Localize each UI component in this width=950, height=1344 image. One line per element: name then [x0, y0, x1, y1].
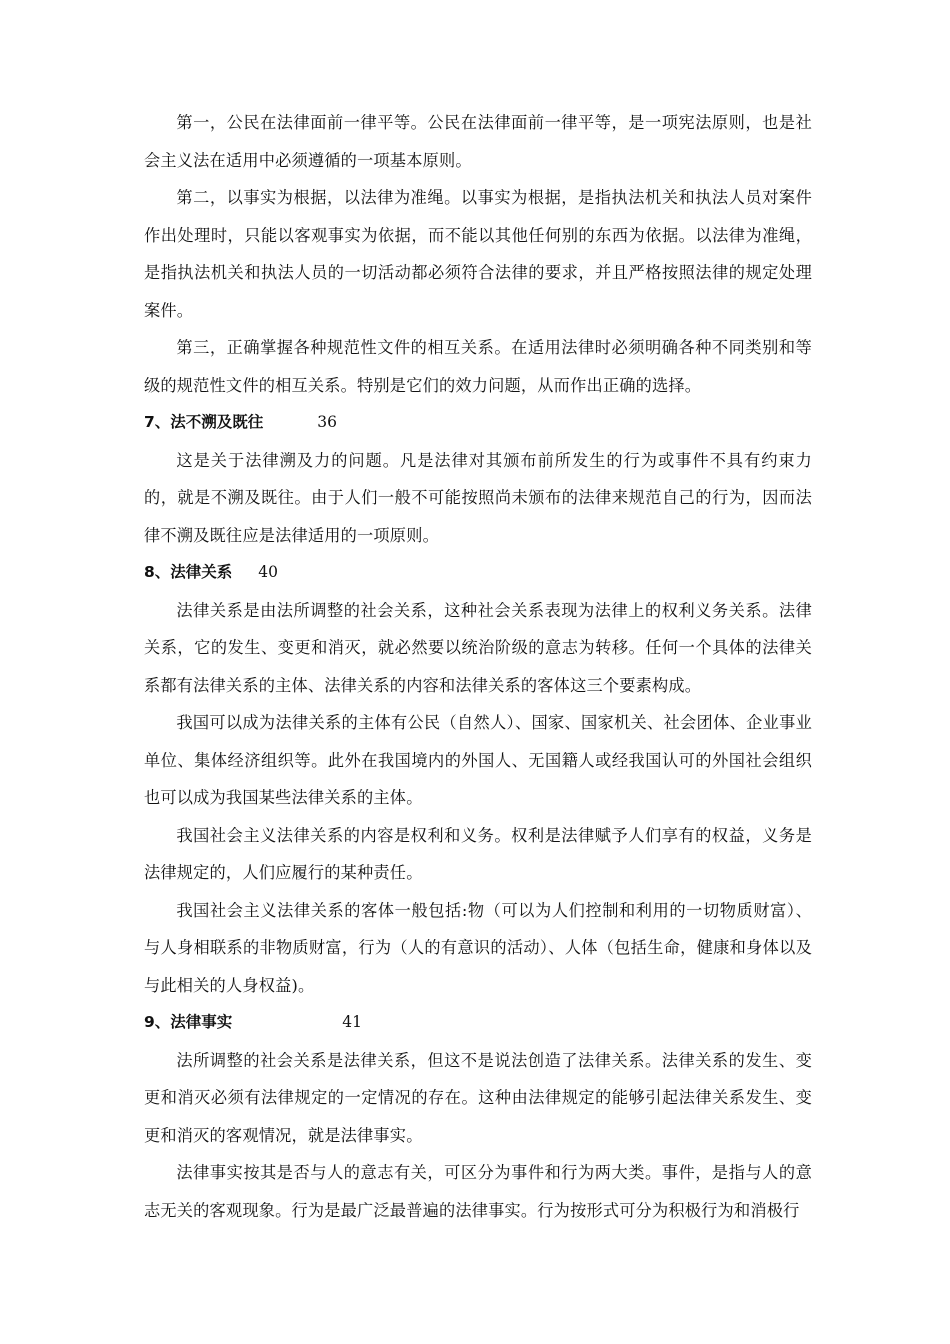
section-page-number: 41	[342, 1013, 363, 1031]
paragraph: 这是关于法律溯及力的问题。凡是法律对其颁布前所发生的行为或事件不具有约束力的，就是不溯及既往。由于人们一般不可能按照尚未颁布的法律来规范自己的行为，因而法律不溯及既往应是法律适用的一项原则。	[144, 450, 812, 545]
paragraph: 第一，公民在法律面前一律平等。公民在法律面前一律平等，是一项宪法原则，也是社会主义法在适用中必须遵循的一项基本原则。	[144, 113, 812, 170]
section-heading	[144, 1004, 812, 1042]
paragraph: 法所调整的社会关系是法律关系，但这不是说法创造了法律关系。法律关系的发生、变更和消灭必须有法律规定的一定情况的存在。这种由法律规定的能够引起法律关系发生、变更和消灭的客观情况，就是法律事实。	[144, 1050, 812, 1145]
paragraph: 我国社会主义法律关系的内容是权利和义务。权利是法律赋予人们享有的权益，义务是法律规定的，人们应履行的某种责任。	[144, 825, 812, 882]
section-page-number: 36	[317, 413, 338, 431]
page-content	[144, 104, 812, 1229]
paragraph: 我国社会主义法律关系的客体一般包括:物（可以为人们控制和利用的一切物质财富）、与人身相联系的非物质财富，行为（人的有意识的活动）、人体（包括生命，健康和身体以及与此相关的人身权益)。	[144, 900, 812, 995]
section-heading	[144, 404, 812, 442]
section-heading	[144, 554, 812, 592]
section-title: 7、法不溯及既往	[144, 413, 264, 431]
paragraph: 法律事实按其是否与人的意志有关，可区分为事件和行为两大类。事件，是指与人的意志无关的客观现象。行为是最广泛最普遍的法律事实。行为按形式可分为积极行为和消极行	[144, 1163, 812, 1220]
paragraph: 法律关系是由法所调整的社会关系，这种社会关系表现为法律上的权利义务关系。法律关系，它的发生、变更和消灭，就必然要以统治阶级的意志为转移。任何一个具体的法律关系都有法律关系的主体、法律关系的内容和法律关系的客体这三个要素构成。	[144, 600, 812, 695]
paragraph: 第三，正确掌握各种规范性文件的相互关系。在适用法律时必须明确各种不同类别和等级的规范性文件的相互关系。特别是它们的效力问题，从而作出正确的选择。	[144, 338, 812, 395]
section-page-number: 40	[258, 563, 279, 581]
section-title: 8、法律关系	[144, 563, 233, 581]
section-title: 9、法律事实	[144, 1013, 233, 1031]
paragraph: 第二，以事实为根据，以法律为准绳。以事实为根据，是指执法机关和执法人员对案件作出处理时，只能以客观事实为依据，而不能以其他任何别的东西为依据。以法律为准绳，是指执法机关和执法人员的一切活动都必须符合法律的要求，并且严格按照法律的规定处理案件。	[144, 188, 812, 320]
paragraph: 我国可以成为法律关系的主体有公民（自然人）、国家、国家机关、社会团体、企业事业单位、集体经济组织等。此外在我国境内的外国人、无国籍人或经我国认可的外国社会组织也可以成为我国某些法律关系的主体。	[144, 713, 812, 807]
